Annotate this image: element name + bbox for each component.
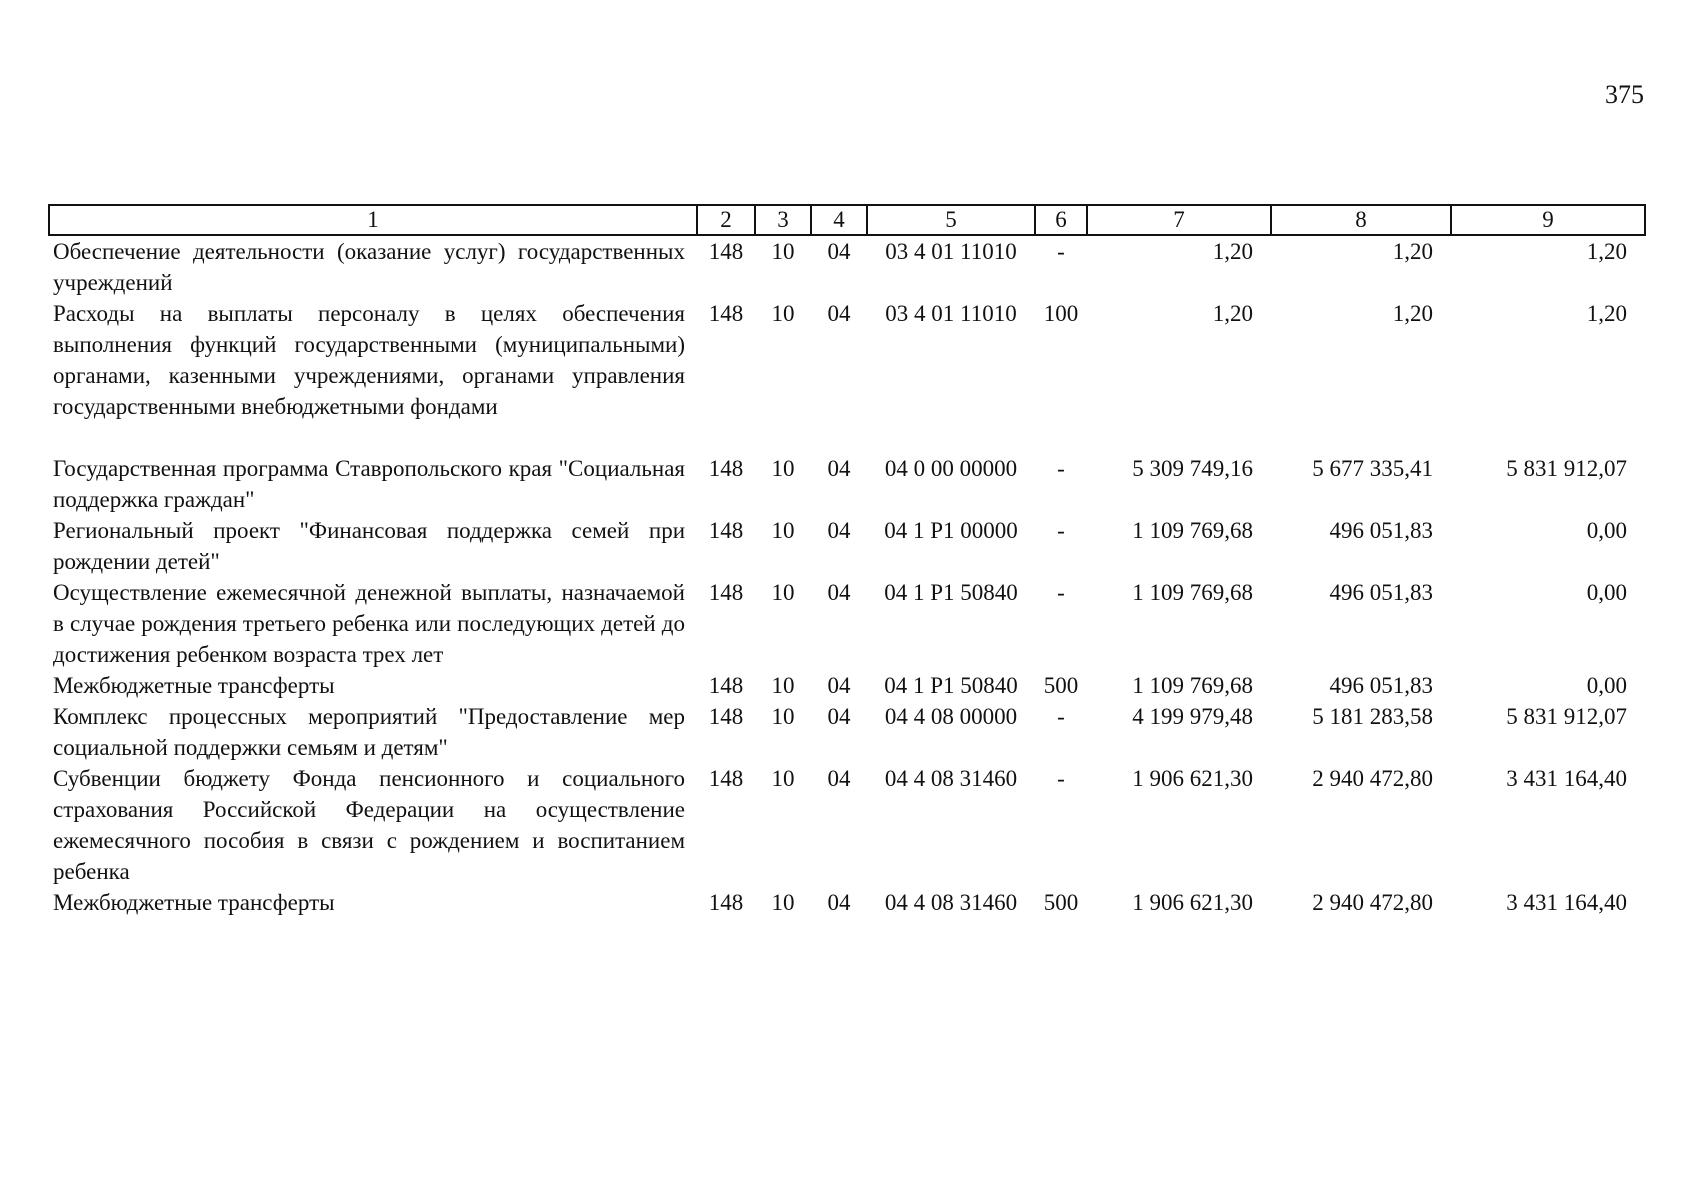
row-name: Региональный проект "Финансовая поддержка семей при рождении детей": [53, 518, 685, 574]
row-target-article: 04 4 08 31460: [884, 766, 1018, 791]
row-ministry-code: 148: [708, 890, 744, 915]
row-ministry-code: 148: [708, 518, 744, 543]
row-amount-col9: 5 831 912,07: [1506, 704, 1627, 729]
row-amount-col8: 1,20: [1392, 301, 1433, 326]
row-ministry-code: 148: [708, 580, 744, 605]
row-subsection: 04: [827, 580, 851, 605]
row-subsection: 04: [827, 766, 851, 791]
row-section: 10: [771, 704, 795, 729]
table-row: [49, 515, 1645, 577]
row-section: 10: [771, 766, 795, 791]
row-amount-col7: 1 109 769,68: [1132, 518, 1253, 543]
row-subsection: 04: [827, 673, 851, 698]
row-amount-col7: 1 906 621,30: [1132, 890, 1253, 915]
row-expense-type: -: [1057, 239, 1065, 264]
row-name: Межбюджетные трансферты: [53, 890, 335, 915]
row-ministry-code: 148: [708, 301, 744, 326]
row-ministry-code: 148: [708, 673, 744, 698]
row-section: 10: [771, 301, 795, 326]
row-amount-col9: 1,20: [1586, 301, 1627, 326]
row-expense-type: 500: [1043, 673, 1079, 698]
row-name: Межбюджетные трансферты: [53, 673, 335, 698]
row-amount-col8: 496 051,83: [1329, 518, 1433, 543]
table-row: [49, 577, 1645, 670]
row-amount-col8: 2 940 472,80: [1312, 766, 1433, 791]
column-header-1: 1: [49, 205, 697, 235]
column-header-3: 3: [755, 205, 811, 235]
row-section: 10: [771, 673, 795, 698]
row-amount-col7: 1 906 621,30: [1132, 766, 1253, 791]
row-subsection: 04: [827, 239, 851, 264]
row-name: Осуществление ежемесячной денежной выплаты, назначаемой в случае рождения третьего ребенка или последующих детей до достижения ребенком возраста трех лет: [53, 580, 685, 667]
row-section: 10: [771, 518, 795, 543]
row-ministry-code: 148: [708, 456, 744, 481]
table-row: [49, 670, 1645, 701]
row-name: Комплекс процессных мероприятий "Предоставление мер социальной поддержки семьям и детям": [53, 704, 685, 760]
row-expense-type: -: [1057, 704, 1065, 729]
row-subsection: 04: [827, 301, 851, 326]
table-row: [49, 763, 1645, 887]
row-amount-col7: 4 199 979,48: [1132, 704, 1253, 729]
row-target-article: 04 4 08 00000: [884, 704, 1018, 729]
row-amount-col8: 2 940 472,80: [1312, 890, 1433, 915]
row-amount-col8: 1,20: [1392, 239, 1433, 264]
row-target-article: 04 1 Р1 50840: [884, 580, 1018, 605]
row-expense-type: -: [1057, 518, 1065, 543]
row-target-article: 04 4 08 31460: [884, 890, 1018, 915]
table-row: [49, 298, 1645, 453]
row-ministry-code: 148: [708, 766, 744, 791]
row-subsection: 04: [827, 518, 851, 543]
row-amount-col8: 5 181 283,58: [1312, 704, 1433, 729]
row-ministry-code: 148: [708, 239, 744, 264]
row-ministry-code: 148: [708, 704, 744, 729]
column-header-8: 8: [1271, 205, 1451, 235]
row-target-article: 03 4 01 11010: [885, 301, 1017, 326]
table-row: [49, 235, 1645, 298]
row-section: 10: [771, 239, 795, 264]
row-amount-col7: 1,20: [1212, 301, 1253, 326]
row-amount-col7: 1 109 769,68: [1132, 673, 1253, 698]
row-amount-col9: 1,20: [1586, 239, 1627, 264]
table-row: [49, 887, 1645, 918]
row-amount-col9: 0,00: [1586, 518, 1627, 543]
row-subsection: 04: [827, 890, 851, 915]
row-amount-col8: 496 051,83: [1329, 580, 1433, 605]
row-amount-col9: 3 431 164,40: [1506, 766, 1627, 791]
row-amount-col7: 1,20: [1212, 239, 1253, 264]
row-section: 10: [771, 456, 795, 481]
budget-table: [48, 204, 1646, 918]
row-subsection: 04: [827, 704, 851, 729]
row-expense-type: 100: [1043, 301, 1079, 326]
row-subsection: 04: [827, 456, 851, 481]
row-amount-col9: 3 431 164,40: [1506, 890, 1627, 915]
column-header-7: 7: [1087, 205, 1271, 235]
row-name: Обеспечение деятельности (оказание услуг) государственных учреждений: [53, 239, 685, 295]
row-target-article: 03 4 01 11010: [885, 239, 1017, 264]
column-header-2: 2: [697, 205, 755, 235]
row-name: Субвенции бюджету Фонда пенсионного и социального страхования Российской Федерации на осуществление ежемесячного пособия в связи с рождением и воспитанием ребенка: [53, 766, 685, 884]
row-amount-col9: 5 831 912,07: [1506, 456, 1627, 481]
row-expense-type: -: [1057, 766, 1065, 791]
row-target-article: 04 1 Р1 00000: [884, 518, 1018, 543]
row-amount-col7: 5 309 749,16: [1132, 456, 1253, 481]
row-amount-col8: 5 677 335,41: [1312, 456, 1433, 481]
column-header-4: 4: [811, 205, 867, 235]
row-amount-col8: 496 051,83: [1329, 673, 1433, 698]
row-target-article: 04 1 Р1 50840: [884, 673, 1018, 698]
table-row: [49, 701, 1645, 763]
column-header-6: 6: [1035, 205, 1087, 235]
row-name: Государственная программа Ставропольского края "Социальная поддержка граждан": [53, 456, 685, 512]
row-target-article: 04 0 00 00000: [884, 456, 1018, 481]
row-expense-type: -: [1057, 580, 1065, 605]
row-amount-col9: 0,00: [1586, 673, 1627, 698]
row-expense-type: 500: [1043, 890, 1079, 915]
column-header-9: 9: [1451, 205, 1645, 235]
row-amount-col7: 1 109 769,68: [1132, 580, 1253, 605]
row-section: 10: [771, 890, 795, 915]
row-amount-col9: 0,00: [1586, 580, 1627, 605]
row-name: Расходы на выплаты персоналу в целях обеспечения выполнения функций государственными (муниципальными) органами, казенными учреждениями, органами управления государственными внебюджетными фондами: [53, 301, 685, 419]
page-number: 375: [1605, 80, 1644, 109]
table-row: [49, 453, 1645, 515]
column-number-header-row: [49, 205, 1645, 235]
column-header-5: 5: [867, 205, 1035, 235]
row-expense-type: -: [1057, 456, 1065, 481]
row-section: 10: [771, 580, 795, 605]
